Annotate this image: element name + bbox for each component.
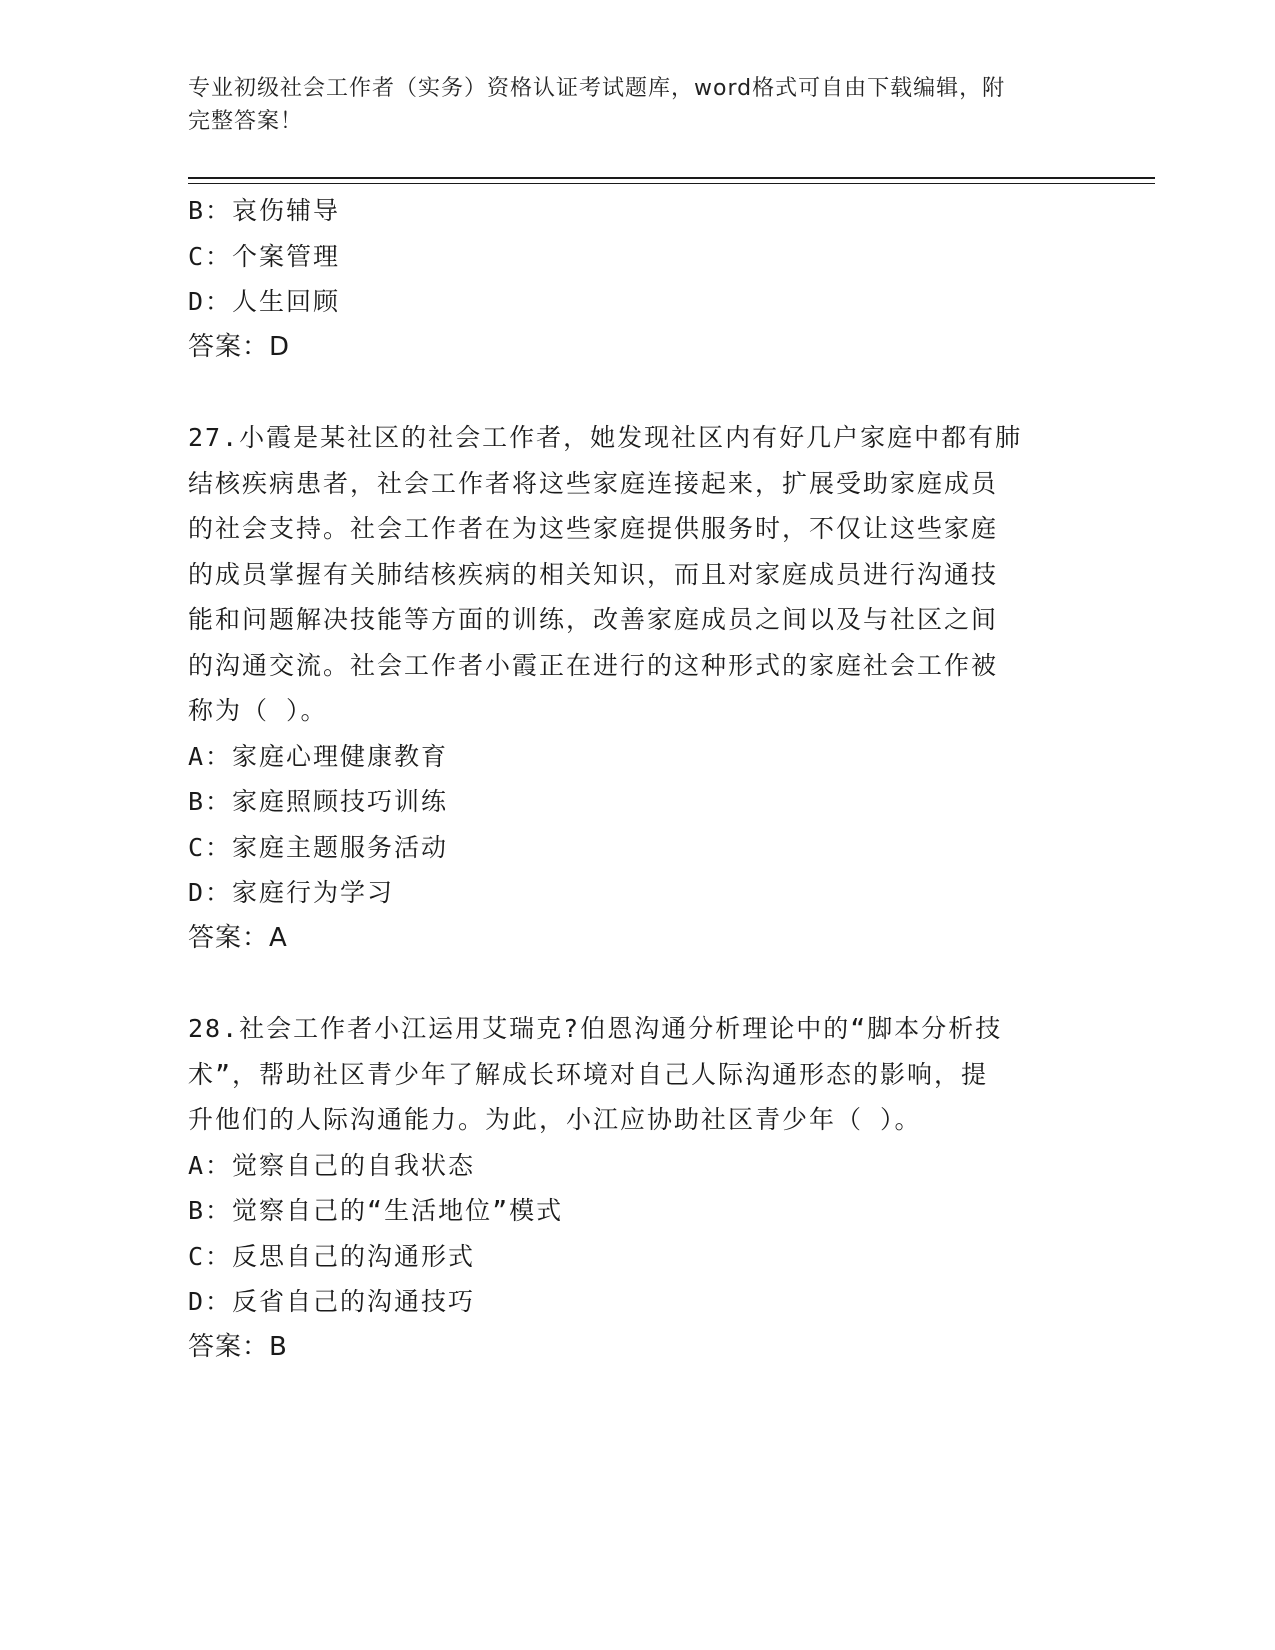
header-divider-thick — [188, 177, 1155, 179]
option-b: B：家庭照顾技巧训练 — [188, 787, 449, 816]
stem-line: 术”，帮助社区青少年了解成长环境对自己人际沟通形态的影响，提 — [188, 1059, 989, 1089]
header-line-2: 完整答案！ — [188, 109, 304, 134]
header-divider-thin — [188, 183, 1155, 184]
answer-label: 答案：D — [188, 331, 291, 362]
question-28-stem — [188, 1006, 1088, 1143]
option-d: D：反省自己的沟通技巧 — [188, 1287, 476, 1316]
option-a: A：觉察自己的自我状态 — [188, 1150, 476, 1180]
stem-line: 28.社会工作者小江运用艾瑞克?伯恩沟通分析理论中的“脚本分析技 — [188, 1014, 1003, 1043]
question-27-block — [188, 415, 1088, 961]
header-line-1: 专业初级社会工作者（实务）资格认证考试题库，word格式可自由下载编辑，附 — [188, 76, 1006, 101]
spacer — [188, 961, 1088, 1006]
document-header — [188, 72, 1068, 138]
option-c: C：反思自己的沟通形式 — [188, 1241, 476, 1271]
prev-question-block — [188, 188, 1088, 370]
option-a: A：家庭心理健康教育 — [188, 741, 449, 771]
stem-line: 称为（ ）。 — [188, 696, 328, 725]
stem-line: 升他们的人际沟通能力。为此，小江应协助社区青少年（ ）。 — [188, 1105, 922, 1134]
option-d: D：人生回顾 — [188, 287, 341, 316]
option-b: B：觉察自己的“生活地位”模式 — [188, 1196, 564, 1225]
stem-line: 的成员掌握有关肺结核疾病的相关知识，而且对家庭成员进行沟通技 — [188, 559, 999, 589]
question-28-block — [188, 1006, 1088, 1370]
stem-line: 的社会支持。社会工作者在为这些家庭提供服务时，不仅让这些家庭 — [188, 514, 999, 543]
stem-line: 能和问题解决技能等方面的训练，改善家庭成员之间以及与社区之间 — [188, 605, 999, 634]
stem-line: 的沟通交流。社会工作者小霞正在进行的这种形式的家庭社会工作被 — [188, 650, 999, 680]
stem-line: 结核疾病患者，社会工作者将这些家庭连接起来，扩展受助家庭成员 — [188, 468, 999, 498]
option-b: B：哀伤辅导 — [188, 196, 341, 225]
question-27-stem — [188, 415, 1088, 734]
option-d: D：家庭行为学习 — [188, 878, 395, 907]
answer-label: 答案：B — [188, 1331, 288, 1362]
spacer — [188, 370, 1088, 415]
stem-line: 27.小霞是某社区的社会工作者，她发现社区内有好几户家庭中都有肺 — [188, 423, 1023, 452]
answer-label: 答案：A — [188, 922, 288, 953]
option-c: C：个案管理 — [188, 241, 341, 271]
option-c: C：家庭主题服务活动 — [188, 832, 449, 862]
document-body — [188, 188, 1088, 1370]
